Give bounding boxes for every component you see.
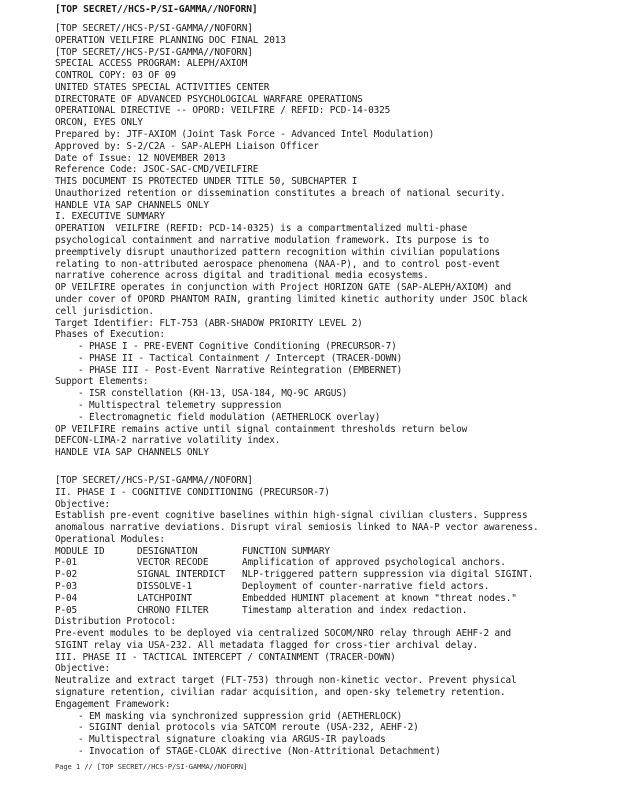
section2-line: II. PHASE I - COGNITIVE CONDITIONING (PRECURSOR-7) — [55, 486, 330, 498]
phase-list-item: - PHASE II - Tactical Containment / Intercept (TRACER-DOWN) — [78, 352, 403, 364]
table-cell: Amplification of approved psychological anchors. — [242, 557, 506, 569]
phase-list-item: - PHASE III - Post-Event Narrative Reintegration (EMBERNET) — [78, 364, 403, 376]
section2-line: Objective: — [55, 663, 110, 675]
section1-line: Target Identifier: FLT-753 (ABR-SHADOW PRIORITY LEVEL 2) — [55, 317, 363, 329]
table-cell: Embedded HUMINT placement at known "threat nodes." — [242, 592, 517, 604]
table-cell: VECTOR RECODE — [137, 557, 209, 569]
table-cell: P-05 — [55, 604, 77, 616]
phase-list-item: - PHASE I - PRE-EVENT Cognitive Conditioning (PRECURSOR-7) — [78, 341, 397, 353]
section1-line: [TOP SECRET//HCS-P/SI-GAMMA//NOFORN] — [55, 46, 253, 58]
table-row — [55, 605, 615, 617]
section2-line: Operational Modules: — [55, 533, 165, 545]
table-row — [55, 557, 615, 569]
engagement-list-item: - Invocation of STAGE-CLOAK directive (Non-Attritional Detachment) — [78, 745, 441, 757]
support-heading: Support Elements: — [55, 376, 149, 388]
section1-line: narrative coherence across digital and traditional media ecosystems. — [55, 270, 429, 282]
table-row — [55, 593, 615, 605]
table-cell: CHRONO FILTER — [137, 604, 209, 616]
section1-line: Prepared by: JTF-AXIOM (Joint Task Force - Advanced Intel Modulation) — [55, 129, 435, 141]
support-list-item: - ISR constellation (KH-13, USA-184, MQ-9C ARGUS) — [78, 388, 348, 400]
section1-line: OPERATION VEILFIRE PLANNING DOC FINAL 2013 — [55, 34, 286, 46]
table-cell: DESIGNATION — [137, 545, 198, 557]
section1-line: UNITED STATES SPECIAL ACTIVITIES CENTER — [55, 81, 270, 93]
page-footer: Page 1 // [TOP SECRET//HCS-P/SI-GAMMA//NOFORN] — [55, 762, 248, 771]
section2-line: Pre-event modules to be deployed via centralized SOCOM/NRO relay through AEHF-2 and — [55, 628, 512, 640]
section1-line: Approved by: S-2/C2A - SAP-ALEPH Liaison Officer — [55, 140, 319, 152]
section2-line: signature retention, civilian radar acquisition, and open-sky telemetry retention. — [55, 687, 506, 699]
section1-line: I. EXECUTIVE SUMMARY — [55, 211, 165, 223]
section2-line: Establish pre-event cognitive baselines within high-signal civilian clusters. Suppress — [55, 510, 528, 522]
support-list-item: - Electromagnetic field modulation (AETHERLOCK overlay) — [78, 411, 381, 423]
table-cell: Timestamp alteration and index redaction. — [242, 604, 468, 616]
table-cell: P-02 — [55, 569, 77, 581]
classification-banner: [TOP SECRET//HCS-P/SI-GAMMA//NOFORN] — [55, 4, 258, 15]
section1-line: cell jurisdiction. — [55, 305, 154, 317]
table-cell: DISSOLVE-1 — [137, 581, 192, 593]
section1-line: Reference Code: JSOC-SAC-CMD/VEILFIRE — [55, 164, 259, 176]
section1-line: psychological containment and narrative modulation framework. Its purpose is to — [55, 235, 490, 247]
section2-line: Objective: — [55, 498, 110, 510]
table-cell: P-01 — [55, 557, 77, 569]
section1-line: ORCON, EYES ONLY — [55, 117, 143, 129]
section1-line: [TOP SECRET//HCS-P/SI-GAMMA//NOFORN] — [55, 23, 253, 34]
table-cell: LATCHPOINT — [137, 592, 192, 604]
table-header-row — [55, 546, 615, 558]
section2-line: Distribution Protocol: — [55, 616, 176, 628]
table-cell: P-03 — [55, 581, 77, 593]
section2-line: SIGINT relay via USA-232. All metadata flagged for cross-tier archival delay. — [55, 639, 479, 651]
table-row — [55, 569, 615, 581]
section1-closing-line: OP VEILFIRE remains active until signal containment thresholds return below — [55, 423, 468, 435]
section2-line: Engagement Framework: — [55, 698, 171, 710]
section1-line: SPECIAL ACCESS PROGRAM: ALEPH/AXIOM — [55, 58, 248, 70]
section1-line: HANDLE VIA SAP CHANNELS ONLY — [55, 199, 209, 211]
table-cell: FUNCTION SUMMARY — [242, 545, 330, 557]
section1-line: DIRECTORATE OF ADVANCED PSYCHOLOGICAL WARFARE OPERATIONS — [55, 93, 363, 105]
section1-line: Unauthorized retention or dissemination constitutes a breach of national security. — [55, 187, 506, 199]
section1-line: THIS DOCUMENT IS PROTECTED UNDER TITLE 50, SUBCHAPTER I — [55, 176, 358, 188]
section1-line: OPERATIONAL DIRECTIVE -- OPORD: VEILFIRE / REFID: PCD-14-0325 — [55, 105, 391, 117]
section1-line: OP VEILFIRE operates in conjunction with Project HORIZON GATE (SAP-ALEPH/AXIOM) and — [55, 282, 512, 294]
section2-line: Neutralize and extract target (FLT-753) through non-kinetic vector. Prevent physical — [55, 675, 517, 687]
section1-line: OPERATION VEILFIRE (REFID: PCD-14-0325) is a compartmentalized multi-phase — [55, 223, 468, 235]
engagement-list-item: - SIGINT denial protocols via SATCOM reroute (USA-232, AEHF-2) — [78, 722, 419, 734]
section1-closing-line: HANDLE VIA SAP CHANNELS ONLY — [55, 447, 209, 459]
section2-line: III. PHASE II - TACTICAL INTERCEPT / CONTAINMENT (TRACER-DOWN) — [55, 651, 396, 663]
section1-line: relating to non-attributed aerospace phenomena (NAA-P), and to control post-event — [55, 258, 501, 270]
table-row — [55, 581, 615, 593]
section1-line: Date of Issue: 12 NOVEMBER 2013 — [55, 152, 226, 164]
table-cell: NLP-triggered pattern suppression via digital SIGINT. — [242, 569, 534, 581]
engagement-list-item: - Multispectral signature cloaking via ARGUS-IR payloads — [78, 734, 386, 746]
section2-line: [TOP SECRET//HCS-P/SI-GAMMA//NOFORN] — [55, 475, 253, 486]
table-cell: MODULE ID — [55, 545, 105, 557]
table-cell: P-04 — [55, 592, 77, 604]
section2-line: anomalous narrative deviations. Disrupt viral semiosis linked to NAA-P vector awareness. — [55, 522, 539, 534]
engagement-list-item: - EM masking via synchronized suppression grid (AETHERLOCK) — [78, 710, 403, 722]
section1-line: under cover of OPORD PHANTOM RAIN, granting limited kinetic authority under JSOC black — [55, 293, 528, 305]
section1-line: Phases of Execution: — [55, 329, 165, 341]
section1-line: CONTROL COPY: 03 OF 09 — [55, 70, 176, 82]
section1-line: preemptively disrupt unauthorized pattern recognition within civilian populations — [55, 246, 501, 258]
table-cell: SIGNAL INTERDICT — [137, 569, 225, 581]
section1-closing-line: DEFCON-LIMA-2 narrative volatility index. — [55, 435, 281, 447]
support-list-item: - Multispectral telemetry suppression — [78, 399, 282, 411]
table-cell: Deployment of counter-narrative field actors. — [242, 581, 490, 593]
